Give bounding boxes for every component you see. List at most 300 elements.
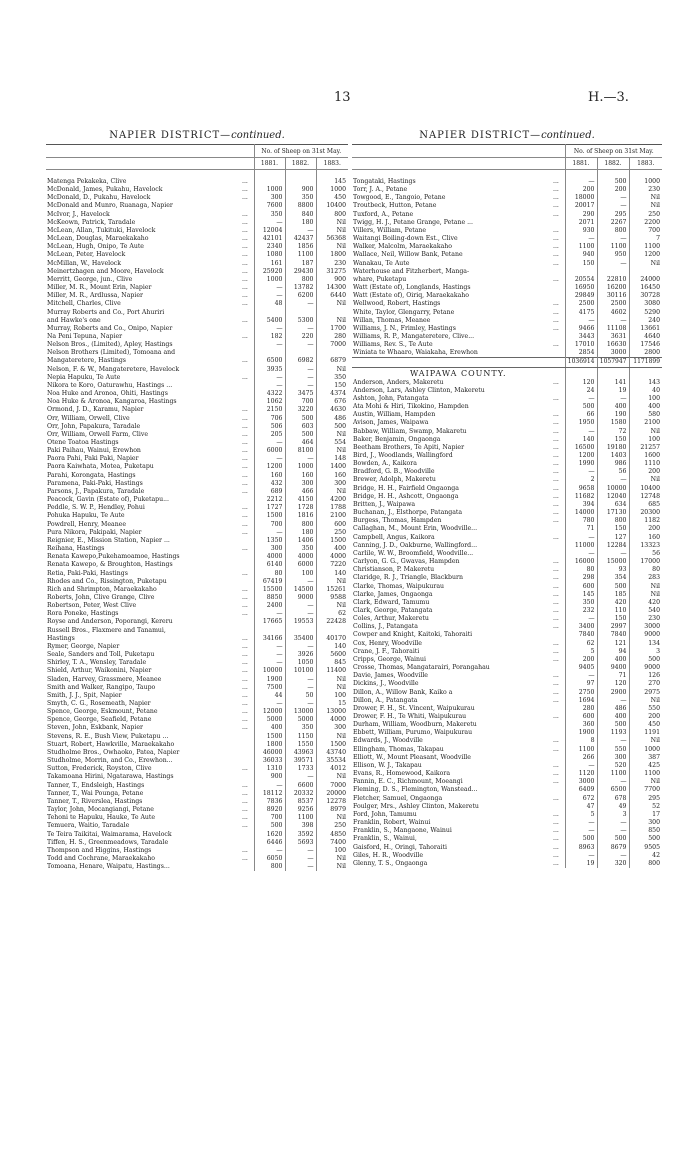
sheep-1883: 3 [629, 648, 662, 656]
owner-name: Stevens, R. E., Bush View, Puketapu ... [47, 732, 169, 740]
sheep-1882: 12040 [597, 493, 629, 501]
table-row [46, 211, 348, 219]
sheep-1881: — [254, 847, 285, 855]
leader-dots: ... [242, 716, 248, 724]
leader-dots: ... [553, 226, 559, 234]
table-row [352, 444, 662, 452]
sheep-1883: 850 [629, 827, 662, 835]
sheep-1882: 354 [597, 574, 629, 582]
left-year-1882: 1882. [285, 158, 316, 170]
leader-dots: ... [242, 447, 248, 455]
sheep-1883: 400 [629, 403, 662, 411]
leader-dots: ... [553, 639, 559, 647]
leader-dots [553, 268, 565, 276]
owner-name: Coles, Arthur, Makeretu [353, 615, 429, 623]
leader-dots: ... [242, 659, 248, 667]
sheep-1881: 300 [254, 194, 285, 202]
document-reference: H.—3. [588, 90, 629, 105]
leader-dots: ... [242, 822, 248, 830]
owner-name: Renata Kawepo, & Broughton, Hastings [47, 561, 173, 569]
table-row [352, 509, 662, 517]
owner-name: Williams, Rev. S., Te Aute [353, 341, 433, 349]
sheep-1882: — [285, 700, 316, 708]
owner-name: Meinertzhagen and Moore, Havelock [47, 267, 164, 275]
leader-dots: ... [242, 765, 248, 773]
owner-name: Burgess, Thomas, Hampden [353, 517, 442, 525]
table-row [46, 382, 348, 390]
owner-name: Tiffen, H. S., Greenmeadows, Taradale [47, 838, 169, 846]
sheep-1881: 8920 [254, 806, 285, 814]
table-row [46, 219, 348, 227]
sheep-1883: 300 [629, 819, 662, 827]
table-row [46, 439, 348, 447]
owner-name: Bowden, A., Kaikora [353, 460, 417, 468]
sheep-1883 [316, 309, 348, 317]
owner-name: Foulger, Mrs., Ashley Clinton, Makeretu [353, 802, 479, 810]
sheep-1881: 3400 [565, 623, 597, 631]
owner-name: Wellwood, Robert, Hastings [353, 300, 441, 308]
owner-name: Nelson, F. & W., Mangateretere, Havelock [47, 365, 180, 373]
leader-dots: ... [242, 520, 248, 528]
sheep-1882: 160 [285, 472, 316, 480]
sheep-1881: 7600 [254, 202, 285, 210]
sheep-1881: 97 [565, 680, 597, 688]
sheep-1881: — [254, 643, 285, 651]
table-row [352, 770, 662, 778]
leader-dots: ... [242, 683, 248, 691]
sheep-1883: 600 [316, 521, 348, 529]
table-row [352, 235, 662, 243]
leader-dots: ... [553, 582, 559, 590]
table-row [352, 566, 662, 574]
sheep-1883: Nil [316, 366, 348, 374]
sheep-1883: 21257 [629, 444, 662, 452]
leader-dots [242, 341, 254, 349]
sheep-1881: 120 [565, 379, 597, 387]
owner-name: Bridge, H. H., Fairfield Ongaonga [353, 484, 459, 492]
sheep-1881: 1200 [565, 452, 597, 460]
sheep-1882: — [597, 202, 629, 210]
sheep-1881: 700 [254, 814, 285, 822]
sheep-1882: — [285, 676, 316, 684]
owner-name: Peddle, S. W. P., Hendley, Pohui [47, 504, 145, 512]
leader-dots: ... [242, 259, 248, 267]
sheep-1882: — [285, 374, 316, 382]
leader-dots: ... [242, 300, 248, 308]
owner-name: Studholme, Morrin, and Co., Erewhon... [47, 757, 173, 765]
table-row [46, 349, 348, 357]
sheep-1881: — [254, 529, 285, 537]
sheep-1881: 900 [254, 773, 285, 781]
table-row [46, 610, 348, 618]
table-row [352, 517, 662, 525]
table-row [352, 428, 662, 436]
sheep-1882: 520 [597, 762, 629, 770]
sheep-1882: 39571 [285, 757, 316, 765]
owner-name: Wallace, Neil, Willow Bank, Petane [353, 251, 463, 259]
leader-dots: ... [242, 218, 248, 226]
table-row [352, 436, 662, 444]
sheep-1881: 2340 [254, 243, 285, 251]
table-row [352, 697, 662, 705]
table-row [46, 292, 348, 300]
sheep-1883: 7000 [316, 782, 348, 790]
sheep-1882: — [285, 773, 316, 781]
table-row [352, 803, 662, 811]
owner-name: Austin, William, Hampden [353, 411, 436, 419]
sheep-1881: 11000 [565, 542, 597, 550]
table-row [352, 349, 662, 358]
sheep-1883: 2800 [629, 349, 662, 358]
total-2: 1171899 [629, 358, 662, 367]
sheep-1882: 400 [597, 656, 629, 664]
sheep-1883: 143 [629, 379, 662, 387]
table-row [352, 276, 662, 284]
owner-name: Parsons, J., Papakura, Taradale [47, 487, 145, 495]
sheep-1883: 200 [629, 468, 662, 476]
table-row [352, 844, 662, 852]
sheep-1883: 43740 [316, 749, 348, 757]
sheep-1883: 685 [629, 501, 662, 509]
table-row [352, 300, 662, 308]
sheep-1883: Nil [629, 697, 662, 705]
leader-dots [242, 382, 254, 390]
table-row [46, 545, 348, 553]
sheep-1882: 3220 [285, 406, 316, 414]
sheep-1881: 706 [254, 415, 285, 423]
table-row [46, 431, 348, 439]
sheep-1883: 1110 [629, 460, 662, 468]
leader-dots [242, 349, 254, 357]
sheep-1881: — [254, 439, 285, 447]
sheep-1882: — [597, 395, 629, 403]
sheep-1883: 300 [316, 724, 348, 732]
leader-dots: ... [553, 843, 559, 851]
sheep-1883: 280 [316, 333, 348, 341]
sheep-1881: — [565, 819, 597, 827]
table-row [46, 366, 348, 374]
sheep-1881: 300 [254, 545, 285, 553]
table-row [352, 194, 662, 202]
sheep-1883: Nil [629, 428, 662, 436]
sheep-1881: 48 [254, 300, 285, 308]
sheep-1882: 9400 [597, 664, 629, 672]
owner-name: Paora Kaiwhata, Motea, Puketapu [47, 463, 154, 471]
table-row [46, 341, 348, 349]
owner-name: Collins, J., Patangata [353, 623, 418, 631]
sheep-1883: 30728 [629, 292, 662, 300]
sheep-1881: 600 [565, 713, 597, 721]
table-row [46, 578, 348, 586]
sheep-1883: 9505 [629, 844, 662, 852]
sheep-1882: 3475 [285, 390, 316, 398]
sheep-1882: 500 [597, 835, 629, 843]
table-row [352, 419, 662, 427]
sheep-1883: 10400 [316, 202, 348, 210]
sheep-1881: — [254, 659, 285, 667]
leader-dots: ... [242, 602, 248, 610]
table-row [352, 705, 662, 713]
sheep-1881: 2212 [254, 496, 285, 504]
sheep-1881: — [565, 428, 597, 436]
sheep-1881: 200 [565, 656, 597, 664]
sheep-1883: 900 [316, 276, 348, 284]
sheep-1882: 1550 [285, 741, 316, 749]
sheep-1883: 20000 [316, 790, 348, 798]
sheep-1883: 40170 [316, 635, 348, 643]
sheep-1883 [316, 627, 348, 635]
sheep-1881: — [254, 700, 285, 708]
table-row [46, 676, 348, 684]
table-row [46, 202, 348, 210]
sheep-1881: 1990 [565, 460, 597, 468]
sheep-1882: 950 [597, 251, 629, 259]
sheep-1883: 550 [629, 705, 662, 713]
sheep-1883: Nil [629, 778, 662, 786]
owner-name: Towgood, E., Tangoio, Petane [353, 194, 446, 202]
sheep-1883: 17 [629, 811, 662, 819]
table-row [46, 798, 348, 806]
sheep-1882: — [285, 341, 316, 349]
sheep-1883: 13323 [629, 542, 662, 550]
owner-name: Te Teira Taikitai, Waimarama, Havelock [47, 830, 172, 838]
sheep-1883: 126 [629, 672, 662, 680]
table-row [46, 684, 348, 692]
owner-name: Nepia Hapuku, Te Aute [47, 373, 121, 381]
sheep-1883: 35534 [316, 757, 348, 765]
sheep-1882: 29430 [285, 268, 316, 276]
table-row [46, 284, 348, 292]
table-row [46, 251, 348, 259]
sheep-1881: 600 [565, 583, 597, 591]
table-row [46, 863, 348, 871]
sheep-1881: 19 [565, 860, 597, 868]
table-row [352, 672, 662, 680]
sheep-1883: Nil [629, 591, 662, 599]
sheep-1881: 1620 [254, 831, 285, 839]
leader-dots: ... [553, 259, 559, 267]
leader-dots [553, 631, 565, 639]
sheep-1882: 6000 [285, 561, 316, 569]
owner-name: Russell Bros., Flaxmere and Tanamui, [47, 626, 166, 634]
table-row [352, 860, 662, 868]
sheep-1881: 6446 [254, 839, 285, 847]
sheep-1881: 3935 [254, 366, 285, 374]
sheep-1882: — [597, 819, 629, 827]
sheep-1882 [285, 349, 316, 357]
owner-name: Tanner, T., Riverslea, Hastings [47, 797, 143, 805]
leader-dots: ... [553, 558, 559, 566]
sheep-1882: 49 [597, 803, 629, 811]
sheep-1882: 1100 [597, 243, 629, 251]
sheep-1881: 36033 [254, 757, 285, 765]
owner-name: Avison, James, Waipawa [353, 419, 429, 427]
owner-name: Franklin, S., Wainui, [353, 835, 417, 843]
owner-name: Elliott, W., Mount Pleasant, Woodville [353, 753, 471, 761]
table-row [46, 333, 348, 341]
leader-dots: ... [553, 606, 559, 614]
sheep-1883: 230 [629, 615, 662, 623]
total-1: 1057947 [597, 358, 629, 367]
sheep-1881: 16500 [565, 444, 597, 452]
leader-dots [242, 202, 254, 210]
sheep-1882: — [597, 317, 629, 325]
sheep-1881: 2750 [565, 689, 597, 697]
table-row [46, 415, 348, 423]
sheep-1881: 6050 [254, 855, 285, 863]
owner-name: Temuera, Waitio, Taradale [47, 822, 130, 830]
leader-dots: ... [242, 708, 248, 716]
sheep-1882: — [285, 325, 316, 333]
sheep-1881: 161 [254, 260, 285, 268]
sheep-1881: — [565, 762, 597, 770]
leader-dots: ... [242, 226, 248, 234]
sheep-1883: 7000 [316, 341, 348, 349]
sheep-1882: 3631 [597, 333, 629, 341]
leader-dots: ... [553, 194, 559, 202]
sheep-1883: Nil [316, 602, 348, 610]
table-row [352, 762, 662, 770]
table-row [352, 786, 662, 794]
leader-dots [242, 561, 254, 569]
owner-name: Dillon, A., Patangata [353, 696, 418, 704]
sheep-1882: 19 [597, 387, 629, 395]
table-row [352, 574, 662, 582]
owner-name: Carlyon, G. G., Gwavas, Hampden [353, 558, 460, 566]
sheep-1881: 200 [565, 186, 597, 194]
sheep-1883: 2975 [629, 689, 662, 697]
table-row [352, 558, 662, 566]
sheep-1883: 6440 [316, 292, 348, 300]
sheep-1883: 160 [316, 472, 348, 480]
sheep-1882: 350 [285, 545, 316, 553]
table-row [352, 656, 662, 664]
sheep-1881 [254, 309, 285, 317]
table-row [352, 452, 662, 460]
leader-dots: ... [242, 569, 248, 577]
sheep-1881: 5 [565, 648, 597, 656]
leader-dots: ... [553, 680, 559, 688]
sheep-1881: 140 [565, 436, 597, 444]
leader-dots: ... [242, 651, 248, 659]
sheep-1881: 24 [565, 387, 597, 395]
leader-dots: ... [553, 427, 559, 435]
leader-dots [553, 333, 565, 341]
sheep-1883: 580 [629, 411, 662, 419]
sheep-1883: Nil [316, 219, 348, 227]
owner-name: Troutbeck, Hutton, Petane [353, 202, 437, 210]
leader-dots: ... [242, 675, 248, 683]
owner-name: McDonald, James, Pukahu, Havelock [47, 186, 163, 194]
owner-name: Noa Huke and Aronoa, Ohiti, Hastings [47, 390, 168, 398]
table-row [46, 749, 348, 757]
sheep-1881: 5000 [254, 716, 285, 724]
leader-dots: ... [553, 851, 559, 859]
table-row [46, 570, 348, 578]
sheep-1883: 150 [316, 382, 348, 390]
leader-dots: ... [242, 178, 248, 185]
owner-name: Willan, Thomas, Meanee [353, 316, 431, 324]
sheep-1883: 450 [629, 721, 662, 729]
table-row [352, 623, 662, 631]
leader-dots: ... [553, 623, 559, 631]
leader-dots: ... [242, 439, 248, 446]
table-row [46, 447, 348, 455]
sheep-1881: 1350 [254, 537, 285, 545]
leader-dots [242, 831, 254, 839]
sheep-1882: 43963 [285, 749, 316, 757]
table-row [352, 227, 662, 235]
sheep-1882: 16630 [597, 341, 629, 349]
sheep-1882: 12284 [597, 542, 629, 550]
sheep-1882: — [285, 863, 316, 871]
table-row [46, 357, 348, 365]
leader-dots [242, 537, 254, 545]
sheep-1883: 11400 [316, 667, 348, 675]
leader-dots: ... [242, 691, 248, 699]
table-row [46, 708, 348, 716]
owner-name: Spence, George, Eskmount, Petane [47, 708, 158, 716]
sheep-1882: 466 [285, 488, 316, 496]
owner-name: Glenny, T. S., Ongaonga [353, 859, 428, 867]
table-row [46, 839, 348, 847]
sheep-1882: 100 [285, 570, 316, 578]
sheep-1883: Nil [316, 227, 348, 235]
table-row [46, 692, 348, 700]
sheep-1881: — [565, 852, 597, 860]
table-row [352, 485, 662, 493]
leader-dots: ... [553, 509, 559, 517]
sheep-1883: 4000 [316, 716, 348, 724]
sheep-1882 [285, 309, 316, 317]
table-row [46, 855, 348, 863]
owner-name: Pura Nikora, Pakipaki, Napier [47, 528, 142, 536]
leader-dots: ... [242, 267, 248, 275]
sheep-1882: 1100 [285, 251, 316, 259]
sheep-1881: 266 [565, 754, 597, 762]
sheep-1883: Nil [316, 684, 348, 692]
sheep-1883: 4000 [316, 553, 348, 561]
owner-name: Villers, William, Petane [353, 226, 427, 234]
owner-name: Ellingham, Thomas, Takapau [353, 745, 444, 753]
table-row [352, 827, 662, 835]
owner-name: Otene Toatoa Hastings [47, 439, 119, 446]
owner-name: Sutton, Frederick, Royston, Clive [47, 765, 152, 773]
table-row [352, 493, 662, 501]
sheep-1883: 1200 [629, 251, 662, 259]
sheep-1881: 182 [254, 333, 285, 341]
sheep-1883: 486 [316, 415, 348, 423]
leader-dots [242, 496, 254, 504]
leader-dots: ... [553, 235, 559, 243]
leader-dots [242, 618, 254, 626]
sheep-1882: — [285, 227, 316, 235]
owner-name: Paki Paihau, Wainui, Erewhon [47, 447, 141, 455]
owner-name: Anderson, Anders, Makeretu [353, 378, 444, 386]
sheep-1883: 15 [316, 700, 348, 708]
leader-dots: ... [553, 251, 559, 259]
sheep-1882: 6600 [285, 782, 316, 790]
sheep-1883: 56 [629, 550, 662, 558]
sheep-1881: 8963 [565, 844, 597, 852]
sheep-1882: 200 [597, 186, 629, 194]
owner-name: Tanner, T., Endsleigh, Hastings [47, 781, 145, 789]
totals-row [352, 358, 662, 367]
sheep-1882: 185 [597, 591, 629, 599]
sheep-1883: 1000 [629, 746, 662, 754]
owner-name: Pohuka Hapuku, Te Aute [47, 512, 125, 520]
sheep-1882: 2900 [597, 689, 629, 697]
